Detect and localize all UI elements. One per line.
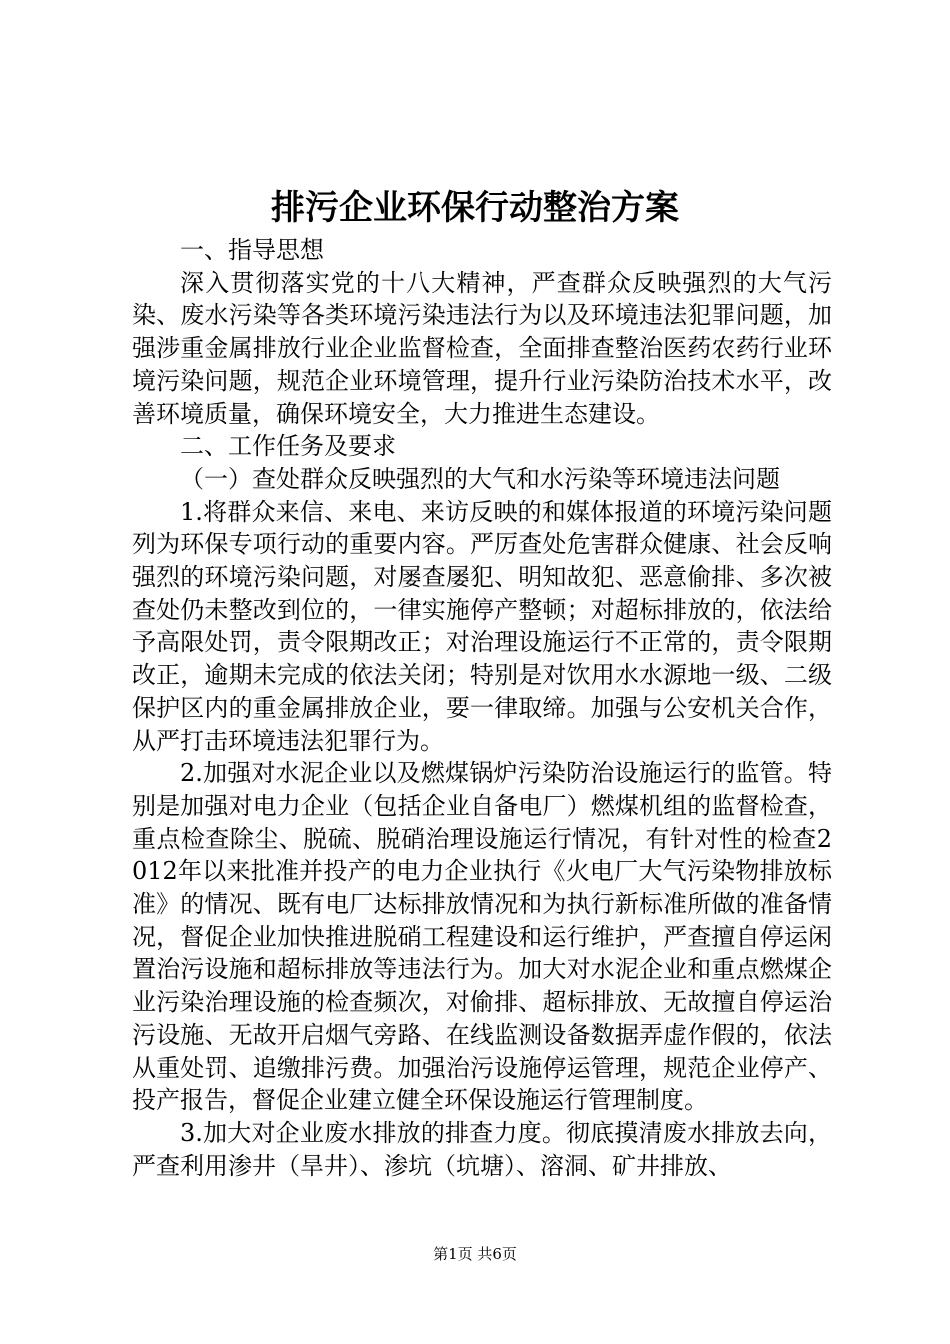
- paragraph-item-1: 1.将群众来信、来电、来访反映的和媒体报道的环境污染问题列为环保专项行动的重要内容。严厉查处危害群众健康、社会反响强烈的环境污染问题，对屡查屡犯、明知故犯、恶意偷排、多次被查处仍未整改到位的，一律实施停产整顿；对超标排放的，依法给予高限处罚，责令限期改正；对治理设施运行不正常的，责令限期改正，逾期未完成的依法关闭；特别是对饮用水水源地一级、二级保护区内的重金属排放企业，要一律取缔。加强与公安机关合作，从严打击环境违法犯罪行为。: [132, 497, 832, 755]
- subsection-heading-1: （一）查处群众反映强烈的大气和水污染等环境违法问题: [180, 464, 780, 493]
- section-heading-tasks: 二、工作任务及要求: [180, 432, 396, 461]
- document-title: 排污企业环保行动整治方案: [271, 188, 679, 228]
- paragraph-guiding-ideology: 深入贯彻落实党的十八大精神，严查群众反映强烈的大气污染、废水污染等各类环境污染违法行为以及环境违法犯罪问题，加强涉重金属排放行业企业监督检查，全面排查整治医药农药行业环境污染问题，规范企业环境管理，提升行业污染防治技术水平，改善环境质量，确保环境安全，大力推进生态建设。: [132, 268, 832, 428]
- paragraph-item-2: 2.加强对水泥企业以及燃煤锅炉污染防治设施运行的监管。特别是加强对电力企业（包括企业自备电厂）燃煤机组的监督检查，重点检查除尘、脱硫、脱硝治理设施运行情况，有针对性的检查2012年以来批准并投产的电力企业执行《火电厂大气污染物排放标准》的情况、既有电厂达标排放情况和为执行新标准所做的准备情况，督促企业加快推进脱硝工程建设和运行维护，严查擅自停运闲置治污设施和超标排放等违法行为。加大对水泥企业和重点燃煤企业污染治理设施的检查频次，对偷排、超标排放、无故擅自停运治污设施、无故开启烟气旁路、在线监测设备数据弄虚作假的，依法从重处罚、追缴排污费。加强治污设施停运管理，规范企业停产、投产报告，督促企业建立健全环保设施运行管理制度。: [132, 759, 832, 1115]
- document-body: [132, 234, 832, 1182]
- section-heading-guiding-ideology: 一、指导思想: [180, 236, 324, 264]
- paragraph-item-3: 3.加大对企业废水排放的排查力度。彻底摸清废水排放去向，严查利用渗井（旱井）、渗坑（坑塘）、溶洞、矿井排放、: [132, 1118, 832, 1180]
- page-footer: 第1页 共6页: [433, 1245, 517, 1263]
